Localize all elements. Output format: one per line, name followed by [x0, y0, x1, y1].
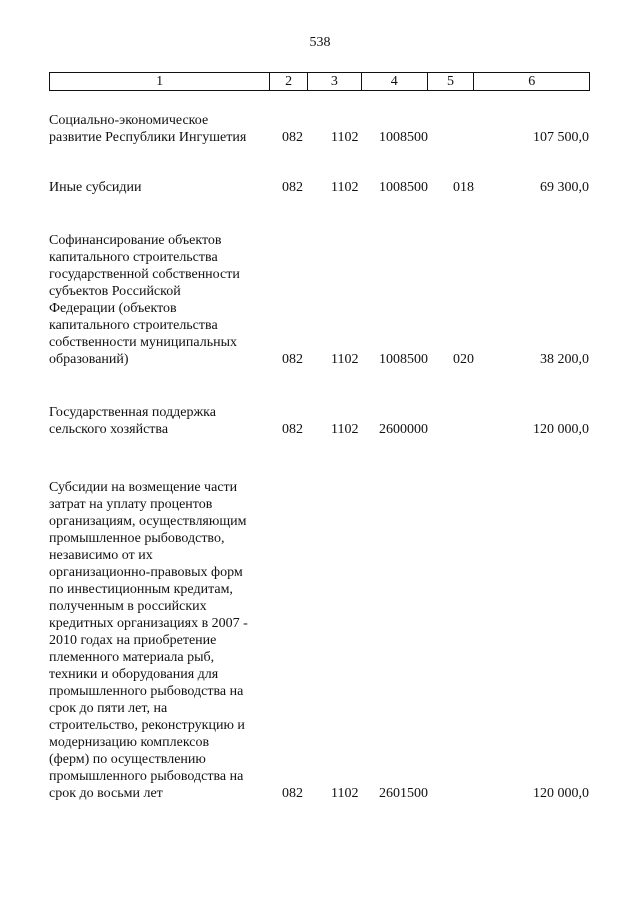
row-section-code: 1102: [331, 422, 359, 437]
row-section-code: 1102: [331, 786, 359, 801]
table-row: [49, 230, 590, 368]
row-name: Иные субсидии: [49, 180, 142, 195]
row-ved-code: 082: [282, 130, 303, 145]
row-section-code: 1102: [331, 180, 359, 195]
table-row: [49, 402, 590, 438]
column-header-3: 3: [308, 73, 362, 90]
row-name: Социально-экономическое развитие Республики Ингушетия: [49, 113, 247, 145]
column-header-4: 4: [362, 73, 428, 90]
row-target-code: 2601500: [379, 786, 428, 801]
row-name: Софинансирование объектов капитального строительства государственной собственности субъектов Российской Федерации (объектов капитального строительства собственности муниципальных образований): [49, 233, 240, 367]
column-header-1: 1: [50, 73, 270, 90]
row-section-code: 1102: [331, 130, 359, 145]
row-ved-code: 082: [282, 422, 303, 437]
row-section-code: 1102: [331, 352, 359, 367]
row-target-code: 2600000: [379, 422, 428, 437]
row-ved-code: 082: [282, 352, 303, 367]
page-number: 538: [309, 35, 331, 50]
row-target-code: 1008500: [379, 352, 428, 367]
table-header-row: [49, 72, 590, 91]
row-amount: 69 300,0: [540, 180, 589, 195]
row-target-code: 1008500: [379, 130, 428, 145]
table-row: [49, 110, 590, 146]
row-amount: 38 200,0: [540, 352, 589, 367]
column-header-2: 2: [270, 73, 308, 90]
column-header-6: 6: [528, 74, 536, 89]
row-target-code: 1008500: [379, 180, 428, 195]
row-amount: 107 500,0: [533, 130, 589, 145]
row-expense-type-code: 020: [453, 352, 474, 367]
table-row: [49, 476, 590, 802]
row-amount: 120 000,0: [533, 422, 589, 437]
row-ved-code: 082: [282, 786, 303, 801]
column-header-5: 5: [428, 73, 475, 90]
row-expense-type-code: 018: [453, 180, 474, 195]
row-ved-code: 082: [282, 180, 303, 195]
row-name: Государственная поддержка сельского хозяйства: [49, 405, 216, 437]
table-row: [49, 178, 590, 196]
row-name: Субсидии на возмещение части затрат на уплату процентов организациям, осуществляющим промышленное рыбоводство, независимо от их организационно-правовых форм по инвестиционным кредитам, полученным в российских кредитных организациях в 2007 - 2010 годах на приобретение племенного материала рыб, техники и оборудования для промышленного рыбоводства на срок до пяти лет, на строительство, реконструкцию и модернизацию комплексов (ферм) по осуществлению промышленного рыбоводства на срок до восьми лет: [49, 480, 248, 801]
row-amount: 120 000,0: [533, 786, 589, 801]
